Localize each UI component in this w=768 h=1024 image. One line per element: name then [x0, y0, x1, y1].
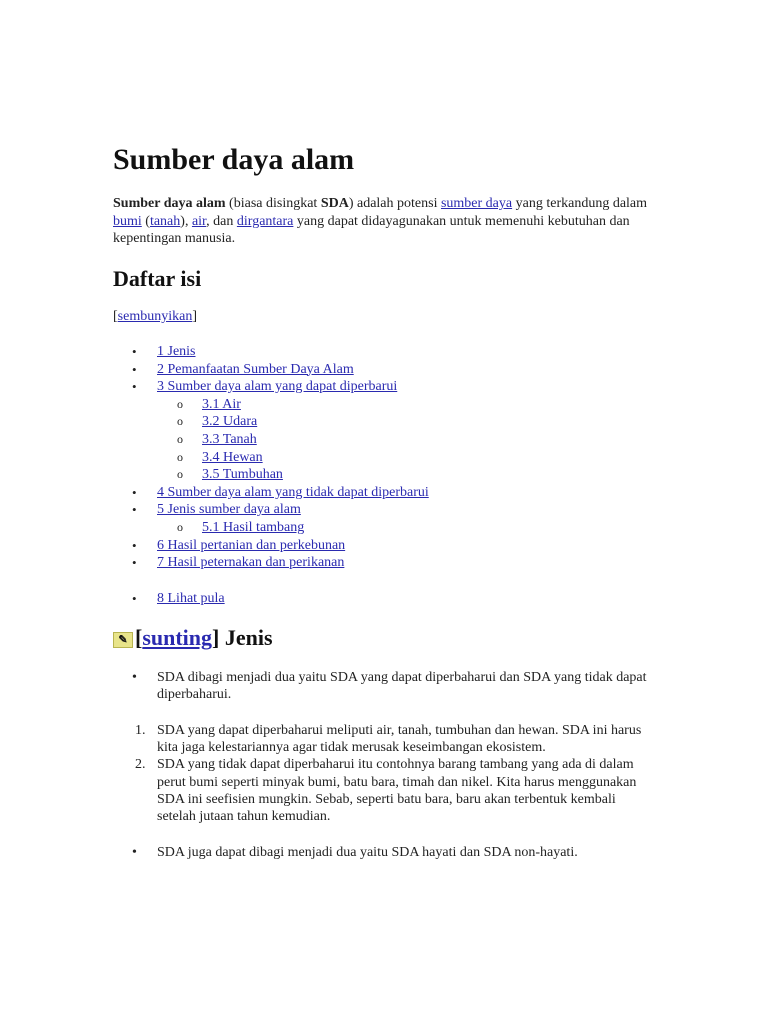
toc-list — [113, 343, 429, 572]
toc-toggle — [113, 309, 197, 325]
text: yang terkandung dalam — [512, 196, 648, 211]
intro-paragraph — [113, 195, 653, 248]
list-item: • SDA juga dapat dibagi menjadi dua yaitu SDA hayati dan SDA non-hayati. — [113, 844, 657, 861]
toc-hide-link[interactable]: sembunyikan — [117, 309, 193, 324]
bracket: [ — [113, 309, 118, 324]
toc-item — [113, 413, 429, 431]
item-number: 2. — [135, 757, 146, 773]
toc-item — [113, 484, 429, 502]
toc-item — [113, 537, 429, 555]
toc-link[interactable]: 3.3 Tanah — [202, 431, 257, 447]
list-item: • SDA dibagi menjadi dua yaitu SDA yang dapat diperbaharui dan SDA yang tidak dapat diperbaharui. — [113, 669, 657, 703]
toc-item — [113, 466, 429, 484]
text: ), — [180, 213, 192, 229]
toc-link[interactable]: 3.5 Tumbuhan — [202, 467, 283, 483]
numbered-list — [113, 722, 657, 825]
toc-link[interactable]: 3.4 Hewan — [202, 449, 263, 465]
toc-link[interactable]: 3.1 Air — [202, 396, 241, 412]
abbr: SDA — [320, 196, 349, 211]
toc-item — [113, 554, 429, 572]
edit-section-link[interactable]: sunting — [142, 625, 213, 650]
bracket: ] — [212, 625, 220, 650]
toc-link[interactable]: 1 Jenis — [157, 344, 196, 359]
bracket: [ — [135, 625, 143, 650]
toc-item — [113, 378, 429, 396]
toc-item — [113, 361, 429, 379]
intro-term: Sumber daya alam — [113, 196, 226, 211]
toc-item — [113, 396, 429, 414]
toc-link[interactable]: 4 Sumber daya alam yang tidak dapat diperbarui — [157, 484, 429, 500]
toc-list-extra — [113, 590, 225, 608]
bullet-list — [113, 844, 657, 861]
toc-link[interactable]: 2 Pemanfaatan Sumber Daya Alam — [157, 361, 354, 377]
toc-link[interactable]: 7 Hasil peternakan dan perikanan — [157, 555, 345, 571]
list-item — [113, 756, 657, 825]
toc-link[interactable]: 3.2 Udara — [202, 414, 258, 430]
item-text: SDA yang dapat diperbaharui meliputi air, tanah, tumbuhan dan hewan. SDA ini harus kita jaga kelestariannya agar tidak merusak keseimbangan ekosistem. — [157, 723, 642, 756]
toc-link[interactable]: 5.1 Hasil tambang — [202, 519, 305, 535]
link-tanah[interactable]: tanah — [149, 213, 181, 229]
toc-heading: Daftar isi — [113, 266, 202, 291]
list-item — [113, 722, 657, 756]
text: ( — [141, 213, 150, 229]
toc-item — [113, 343, 429, 361]
text: (biasa disingkat — [225, 196, 321, 211]
toc-item — [113, 519, 429, 537]
toc-item — [113, 431, 429, 449]
text: , dan — [206, 213, 237, 229]
link-dirgantara[interactable]: dirgantara — [236, 213, 294, 229]
pencil-icon[interactable]: ✎ — [113, 632, 133, 648]
item-number: 1. — [135, 723, 146, 738]
link-sumber-daya[interactable]: sumber daya — [440, 196, 513, 211]
bullet-list — [113, 669, 657, 703]
section-title: Jenis — [219, 625, 273, 650]
item-text: SDA yang tidak dapat diperbaharui itu contohnya barang tambang yang ada di dalam perut bumi seperti minyak bumi, batu bara, timah dan nikel. Kita harus menggunakan SDA ini seefisien mungkin. Sebab, seperti batu bara, baru akan terbentuk kembali setelah jutaan tahun kemudian. — [157, 757, 637, 825]
page-title: Sumber daya alam — [113, 143, 355, 176]
text: ) adalah potensi — [348, 196, 441, 211]
toc-link[interactable]: 3 Sumber daya alam yang dapat diperbarui — [157, 379, 398, 395]
link-bumi[interactable]: bumi — [113, 213, 142, 229]
bracket: ] — [192, 309, 197, 324]
toc-link[interactable]: 5 Jenis sumber daya alam — [157, 502, 301, 518]
link-air[interactable]: air — [191, 213, 207, 229]
section-heading — [113, 625, 273, 651]
toc-link[interactable]: 6 Hasil pertanian dan perkebunan — [157, 537, 346, 553]
text: yang dapat didayagunakan untuk memenuhi kebutuhan dan kepentingan manusia. — [113, 213, 630, 246]
toc-item — [113, 590, 225, 608]
toc-item — [113, 449, 429, 467]
toc-link[interactable]: 8 Lihat pula — [157, 591, 225, 606]
toc-item — [113, 501, 429, 519]
